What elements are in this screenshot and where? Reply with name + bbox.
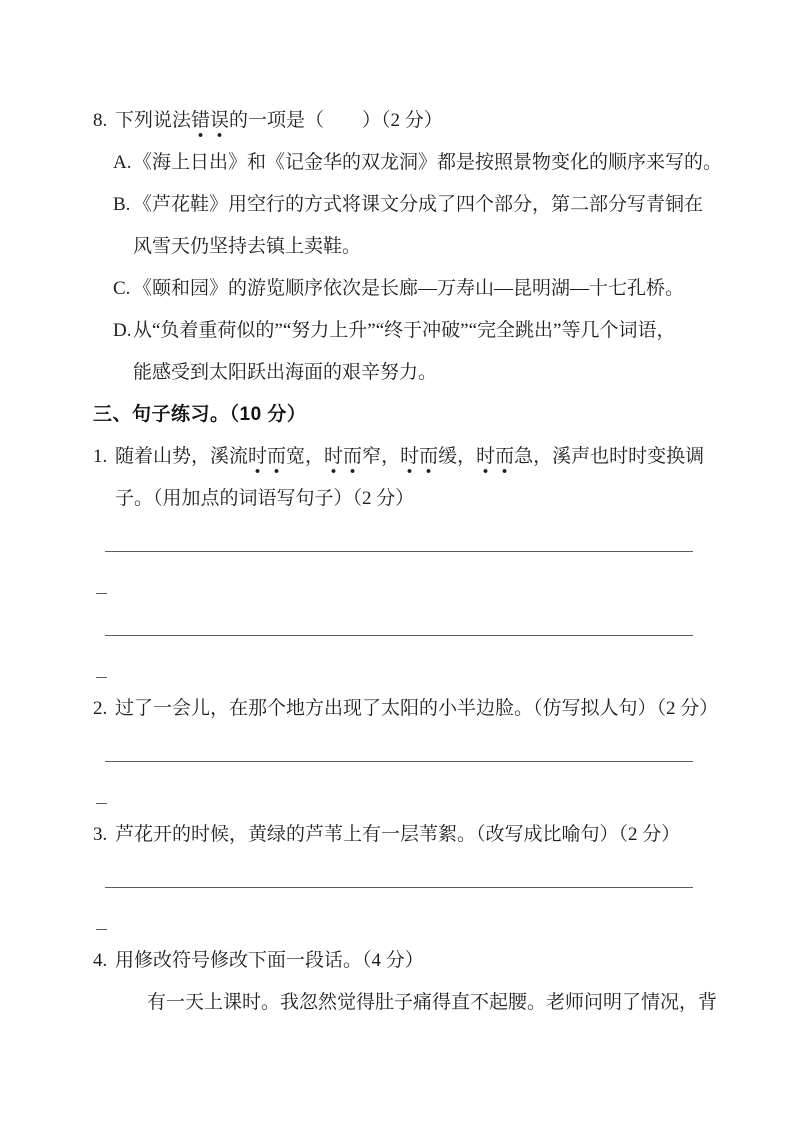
question-8-emphasized-word: 错误 <box>191 110 229 138</box>
question-1-number: 1. <box>93 446 108 467</box>
question-4-number: 4. <box>93 950 108 971</box>
question-1-answer-row-2-wrap <box>93 646 733 688</box>
answer-blank-wrap-dash <box>96 646 107 678</box>
option-a-text: 《海上日出》和《记金华的双龙洞》都是按照景物变化的顺序来写的。 <box>133 152 723 173</box>
question-8 <box>93 100 733 142</box>
option-b-label: B. <box>113 194 131 215</box>
question-1-emphasized-4: 时而 <box>476 446 514 474</box>
answer-blank-line <box>105 730 693 762</box>
section-3-question-4 <box>93 940 733 982</box>
question-1-emphasized-1: 时而 <box>248 446 286 474</box>
question-1-continuation <box>93 478 733 520</box>
question-4-text: 用修改符号修改下面一段话。（4 分） <box>115 950 424 971</box>
question-8-option-b-continuation <box>93 226 733 268</box>
section-3-question-2 <box>93 688 733 730</box>
question-8-option-b <box>93 184 733 226</box>
question-1-seg1: 随着山势，溪流 <box>115 446 249 467</box>
answer-blank-wrap-dash <box>96 562 107 594</box>
option-b-text-line2: 风雪天仍坚持去镇上卖鞋。 <box>133 236 362 257</box>
answer-blank-line <box>105 856 693 888</box>
question-2-text: 过了一会儿，在那个地方出现了太阳的小半边脸。（仿写拟人句）（2 分） <box>115 698 719 719</box>
answer-blank-line <box>105 604 693 636</box>
question-8-option-c <box>93 268 733 310</box>
question-8-text-post: 的一项是（ ）（2 分） <box>229 110 443 131</box>
question-8-option-d <box>93 310 733 352</box>
option-a-label: A. <box>113 152 132 173</box>
question-3-number: 3. <box>93 824 108 845</box>
question-1-emphasized-3: 时而 <box>400 446 438 474</box>
question-1-seg4: 缓， <box>438 446 477 467</box>
option-d-text-line1: 从“负着重荷似的”“努力上升”“终于冲破”“完全跳出”等几个词语， <box>133 320 676 341</box>
question-1-answer-row-1-wrap <box>93 562 733 604</box>
question-4-paragraph-text: 有一天上课时。我忽然觉得肚子痛得直不起腰。老师问明了情况，背 <box>147 992 718 1013</box>
question-2-answer-row-wrap <box>93 772 733 814</box>
question-3-answer-row <box>93 856 733 898</box>
answer-blank-wrap-dash <box>96 772 107 804</box>
option-c-label: C. <box>113 278 131 299</box>
answer-blank-line <box>105 520 693 552</box>
question-8-text-pre: 下列说法 <box>115 110 192 131</box>
question-3-answer-row-wrap <box>93 898 733 940</box>
option-c-text: 《颐和园》的游览顺序依次是长廊—万寿山—昆明湖—十七孔桥。 <box>133 278 685 299</box>
question-8-number: 8. <box>93 110 108 131</box>
option-b-text-line1: 《芦花鞋》用空行的方式将课文分成了四个部分，第二部分写青铜在 <box>133 194 704 215</box>
section-3-heading: 三、句子练习。（10 分） <box>93 404 307 425</box>
question-1-seg5: 急，溪声也时时变换调 <box>514 446 705 467</box>
answer-blank-wrap-dash <box>96 898 107 930</box>
question-1-answer-row-1 <box>93 520 733 562</box>
question-4-paragraph <box>93 982 733 1024</box>
question-8-option-d-continuation <box>93 352 733 394</box>
question-2-number: 2. <box>93 698 108 719</box>
option-d-text-line2: 能感受到太阳跃出海面的艰辛努力。 <box>133 362 438 383</box>
question-2-answer-row <box>93 730 733 772</box>
page-content <box>93 100 733 1024</box>
section-3-question-1 <box>93 436 733 478</box>
question-1-emphasized-2: 时而 <box>324 446 362 474</box>
question-3-text: 芦花开的时候，黄绿的芦苇上有一层苇絮。（改写成比喻句）（2 分） <box>115 824 681 845</box>
question-1-answer-row-2 <box>93 604 733 646</box>
question-1-seg2: 宽， <box>286 446 325 467</box>
question-1-line2: 子。（用加点的词语写句子）（2 分） <box>115 488 415 509</box>
section-3-question-3 <box>93 814 733 856</box>
question-8-option-a <box>93 142 733 184</box>
option-d-label: D. <box>113 320 132 341</box>
question-1-seg3: 窄， <box>362 446 401 467</box>
